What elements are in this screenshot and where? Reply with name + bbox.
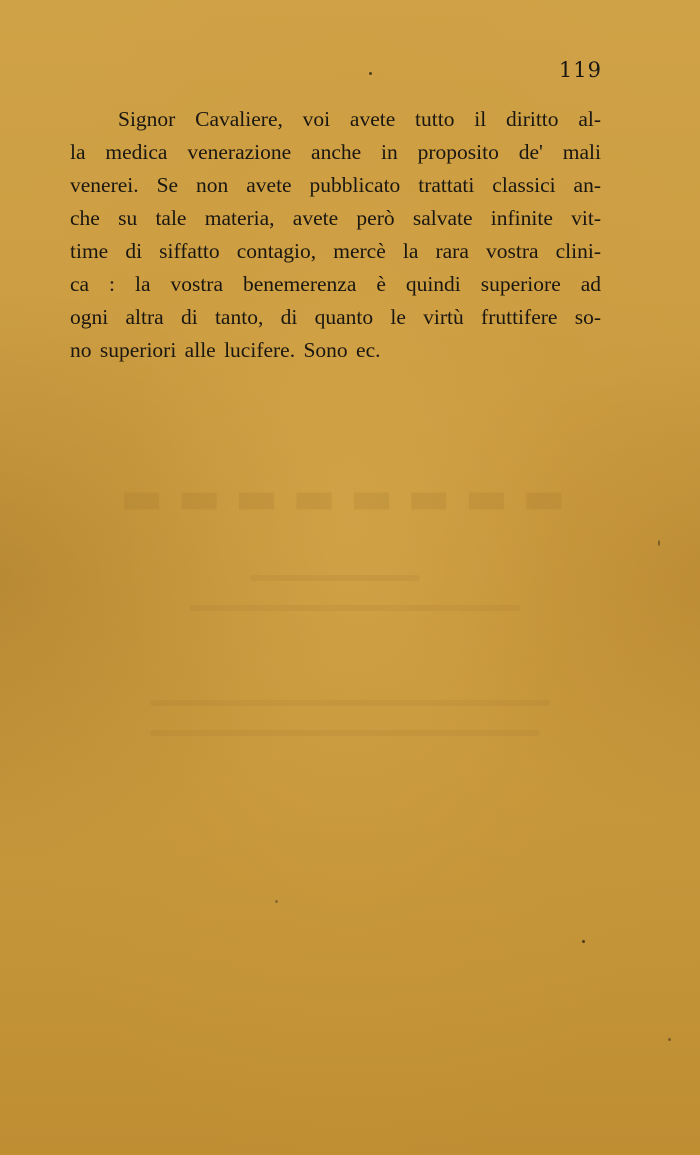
text-line: ogni altra di tanto, di quanto le virtù fruttifere so- [70,305,601,329]
paper-speck [369,72,372,75]
bleed-through-line [250,575,420,581]
paper-speck [275,900,278,903]
text-line: la medica venerazione anche in proposito de' mali [70,140,601,164]
text-line: time di siffatto contagio, mercè la rara vostra clini- [70,239,601,263]
bleed-through-line [190,605,520,611]
text-line: ca : la vostra benemerenza è quindi superiore ad [70,272,601,296]
bleed-through-title: ▬▬▬▬▬▬▬▬ [120,470,580,524]
text-line: no superiori alle lucifere. Sono ec. [70,338,381,362]
paper-speck [582,940,585,943]
page-number: 119 [558,58,602,82]
text-line: Signor Cavaliere, voi avete tutto il diritto al- [118,107,601,131]
body-paragraph [70,103,601,367]
text-line: venerei. Se non avete pubblicato trattati classici an- [70,173,601,197]
paper-speck [658,540,660,546]
paper-speck [668,1038,671,1041]
bleed-through-line [150,700,550,706]
bleed-through-line [150,730,540,736]
text-line: che su tale materia, avete però salvate infinite vit- [70,206,601,230]
